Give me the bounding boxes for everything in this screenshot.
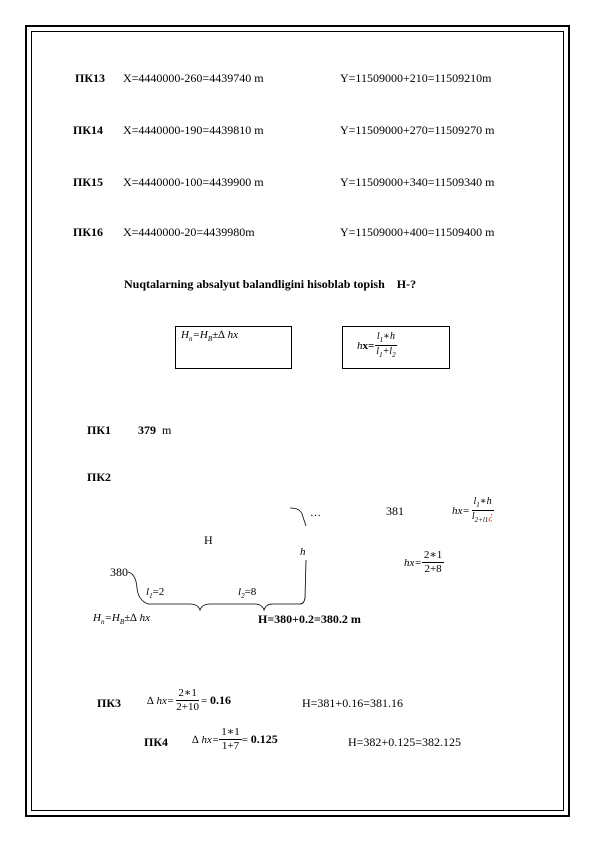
pk2-formula-eq: =H	[104, 612, 120, 624]
pk2-l1-sub: 1	[149, 592, 153, 601]
pk2-hx-num-sub: 1	[476, 501, 480, 509]
pk3-formula	[147, 688, 231, 713]
pk2-formula-h-sub: n	[100, 618, 105, 627]
pk15-y: Y=11509000+340=11509340 m	[340, 175, 495, 189]
pk2-dots: …	[310, 507, 321, 519]
pk1-value: 379	[138, 423, 156, 437]
formula-h-sub: n	[188, 335, 193, 344]
formula-eq: =H	[192, 329, 208, 341]
pk14-label: ПК14	[73, 123, 104, 137]
pk3-num: 2∗1	[178, 687, 197, 699]
formula-rest: ±∆ hx	[212, 329, 239, 341]
pk4-pre: ∆ hx=	[192, 733, 220, 746]
pk4-label: ПК4	[144, 735, 169, 749]
pk14-y: Y=11509000+270=11509270 m	[340, 123, 495, 137]
pk4-eq: =	[241, 733, 248, 746]
pk2-hx-pre: hx=	[452, 504, 470, 517]
pk3-val: 0.16	[209, 693, 231, 707]
pk2-l1-l: l	[146, 586, 150, 598]
pk2-hx-den-sub2: 1	[484, 516, 489, 524]
heading-text: Nuqtalarning absalyut balandligini hisoblab topish	[124, 277, 385, 291]
hx-num-rest: ∗h	[383, 331, 395, 342]
pk16-y: Y=11509000+400=11509400 m	[340, 225, 495, 239]
pk2-hx-calc-num: 2∗1	[423, 549, 443, 561]
pk1-unit: m	[162, 423, 172, 437]
formula-eq-sub: B	[207, 335, 213, 344]
pk3-pre: ∆ hx=	[147, 694, 175, 707]
hx-x: x=	[362, 339, 375, 352]
pk2-hx-calc-pre: hx=	[404, 556, 422, 569]
heading-suffix: H-?	[396, 277, 417, 291]
pk3-result: H=381+0.16=381.16	[302, 696, 403, 710]
pk13-y: Y=11509000+210=11509210m	[340, 71, 492, 85]
pk1-label: ПК1	[87, 423, 112, 437]
pk13-x: X=4440000-260=4439740 m	[123, 71, 264, 85]
pk2-hx-num-l: l	[473, 496, 477, 507]
hx-den-sub1: 1	[379, 351, 383, 359]
pk2-hx-num-rest: ∗h	[479, 496, 492, 507]
pk15-x: X=4440000-100=4439900 m	[123, 175, 264, 189]
pk2-formula-eq-sub: B	[119, 618, 125, 627]
pk2-H: H	[204, 533, 213, 547]
pk13-label: ПК13	[75, 71, 106, 85]
pk2-label: ПК2	[87, 470, 112, 484]
pk16-label: ПК16	[73, 225, 104, 239]
pk2-formula-h: H	[93, 612, 101, 624]
pk3-den: 2+10	[176, 701, 200, 713]
pk4-num: 1∗1	[221, 726, 240, 738]
pk4-val: 0.125	[250, 732, 278, 746]
pk2-l1-val: =2	[152, 586, 165, 598]
pk2-h: h	[300, 546, 306, 558]
pk2-hx-den-sub: 2+l	[474, 516, 485, 524]
pk15-label: ПК15	[73, 175, 104, 189]
hx-h: h	[357, 339, 363, 352]
pk2-formula-rest: ±∆ hx	[124, 612, 151, 624]
pk2-l2-val: =8	[244, 586, 257, 598]
pk2-hx-calc-den: 2+8	[424, 563, 442, 575]
pk2-hx-den-tail: ¿	[488, 511, 494, 522]
pk2-val380: 380	[110, 565, 128, 579]
pk2-l2-sub: 2	[241, 592, 245, 601]
pk3-eq: =	[201, 694, 208, 707]
pk2-result: H=380+0.2=380.2 m	[258, 612, 361, 626]
pk2-val381: 381	[386, 504, 404, 518]
hx-den-plus: +l	[382, 346, 393, 357]
hx-den-sub2: 2	[392, 351, 396, 359]
pk4-den: 1+7	[221, 740, 240, 752]
pk16-x: X=4440000-20=4439980m	[123, 225, 255, 239]
pk4-result: H=382+0.125=382.125	[348, 735, 461, 749]
hx-num-sub: 1	[379, 336, 384, 344]
formula-h: H	[181, 329, 189, 341]
pk3-label: ПК3	[97, 696, 122, 710]
hx-den-l1: l	[376, 346, 380, 357]
pk2-l2-l: l	[238, 586, 242, 598]
pk14-x: X=4440000-190=4439810 m	[123, 123, 264, 137]
hx-num-l: l	[376, 331, 380, 342]
pk2-hx-den-l: l	[471, 511, 475, 522]
pk4-formula	[192, 727, 278, 752]
